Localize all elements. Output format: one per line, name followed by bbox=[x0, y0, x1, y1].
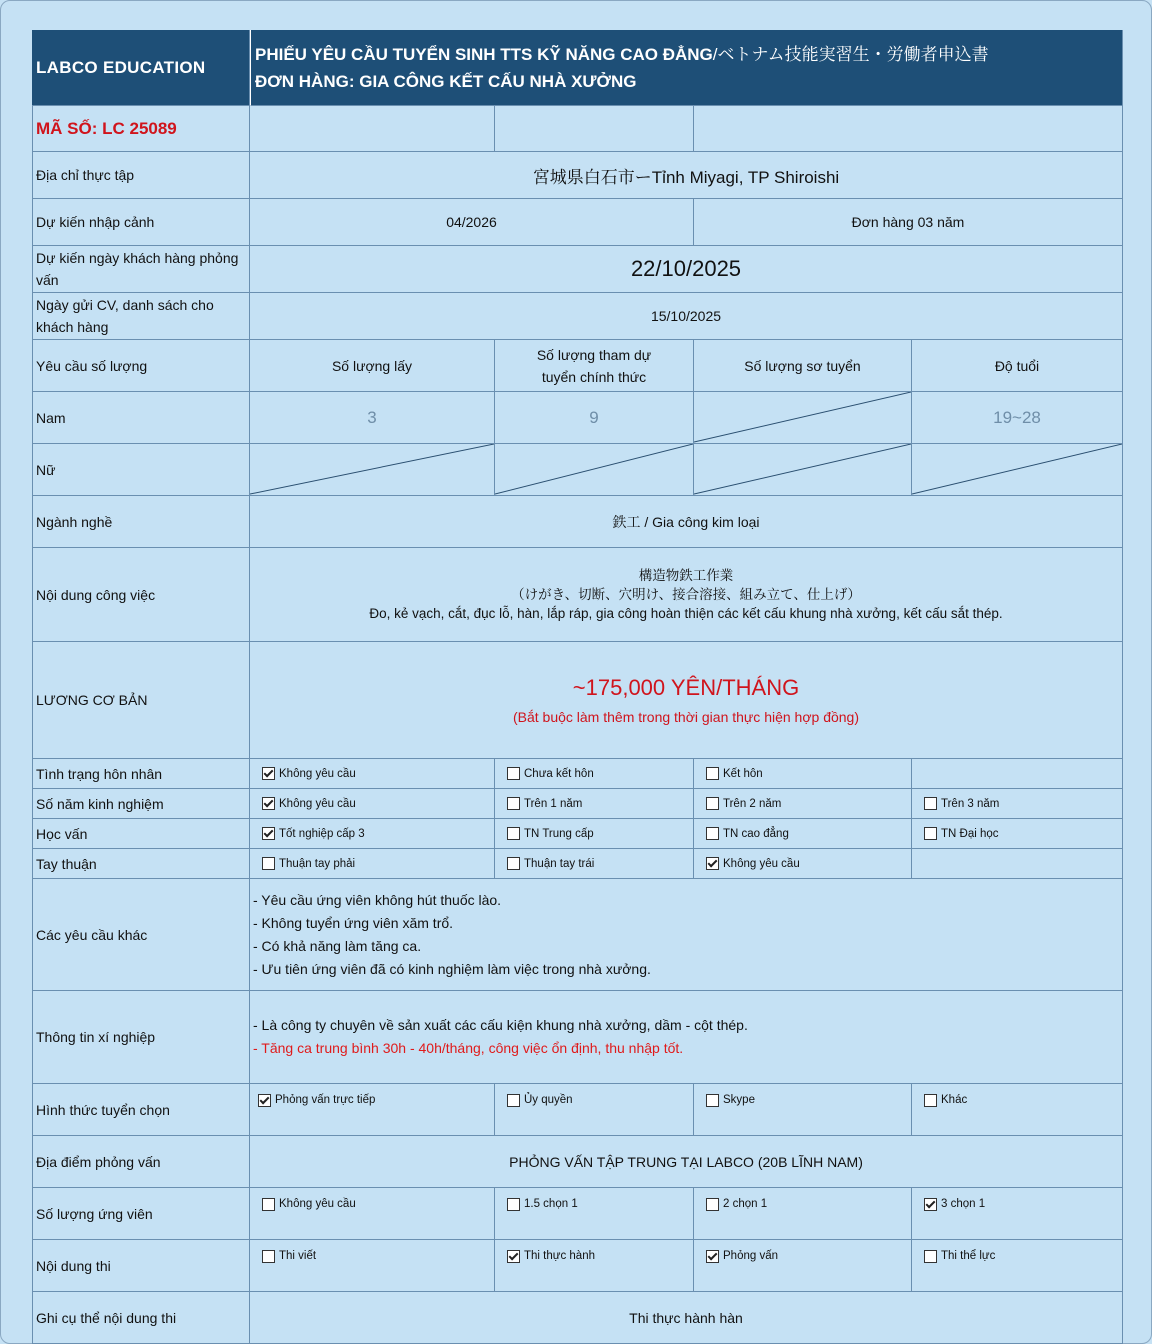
marital-option[interactable] bbox=[694, 759, 912, 789]
option-label: Skype bbox=[723, 1094, 755, 1106]
checkbox-checked-icon bbox=[262, 797, 275, 810]
exam-option[interactable] bbox=[694, 1240, 912, 1292]
checkbox-icon bbox=[706, 1094, 719, 1107]
location-label: Địa điểm phỏng vấn bbox=[32, 1136, 250, 1188]
option-label: Thi thực hành bbox=[524, 1250, 595, 1262]
cv-date-value: 15/10/2025 bbox=[250, 293, 1123, 340]
candidates-option[interactable] bbox=[250, 1188, 495, 1240]
quantity-prelim-header: Số lượng sơ tuyển bbox=[694, 340, 912, 392]
selection-option[interactable] bbox=[912, 1084, 1123, 1136]
title-line bbox=[255, 41, 989, 68]
quantity-label: Yêu cầu số lượng bbox=[32, 340, 250, 392]
selection-label: Hình thức tuyển chọn bbox=[32, 1084, 250, 1136]
checkbox-icon bbox=[706, 767, 719, 780]
checkbox-checked-icon bbox=[507, 1250, 520, 1263]
option-label: 3 chọn 1 bbox=[941, 1198, 986, 1210]
option-label: Kết hôn bbox=[723, 767, 763, 780]
female-prelim-empty bbox=[694, 444, 912, 496]
requirement-line: - Không tuyển ứng viên xăm trổ. bbox=[253, 914, 454, 931]
checkbox-icon bbox=[507, 1198, 520, 1211]
selection-option[interactable] bbox=[495, 1084, 694, 1136]
education-option[interactable] bbox=[694, 819, 912, 849]
empty-cell bbox=[495, 106, 694, 152]
checkbox-icon bbox=[924, 797, 937, 810]
exam-detail-label: Ghi cụ thể nội dung thi bbox=[32, 1292, 250, 1344]
experience-option[interactable] bbox=[495, 789, 694, 819]
company-name-text: LABCO EDUCATION bbox=[36, 57, 206, 77]
option-label: Không yêu cầu bbox=[723, 857, 800, 870]
entry-label: Dự kiến nhập cảnh bbox=[32, 199, 250, 246]
quantity-attend-header: Số lượng tham dự tuyển chính thức bbox=[495, 340, 694, 392]
empty-cell bbox=[912, 849, 1123, 879]
option-label: Ủy quyền bbox=[524, 1094, 573, 1106]
option-label: TN Đại học bbox=[941, 827, 999, 840]
marital-label: Tình trạng hôn nhân bbox=[32, 759, 250, 789]
order-code: MÃ SỐ: LC 25089 bbox=[32, 106, 250, 152]
industry-label: Ngành nghề bbox=[32, 496, 250, 548]
job-line-jp: 構造物鉄工作業 bbox=[638, 568, 734, 583]
checkbox-icon bbox=[706, 827, 719, 840]
female-age-empty bbox=[912, 444, 1123, 496]
experience-option[interactable] bbox=[694, 789, 912, 819]
option-label: Thuận tay phải bbox=[279, 857, 356, 870]
exam-detail-value: Thi thực hành hàn bbox=[250, 1292, 1123, 1344]
option-label: Khác bbox=[941, 1094, 968, 1106]
female-attend-empty bbox=[495, 444, 694, 496]
checkbox-checked-icon bbox=[706, 857, 719, 870]
empty-cell bbox=[694, 106, 1123, 152]
company-info bbox=[250, 991, 1123, 1084]
experience-option[interactable] bbox=[250, 789, 495, 819]
option-label: Không yêu cầu bbox=[279, 1198, 356, 1210]
requirement-line: - Ưu tiên ứng viên đã có kinh nghiệm làm việc trong nhà xưởng. bbox=[253, 960, 651, 977]
hand-option[interactable] bbox=[694, 849, 912, 879]
education-option[interactable] bbox=[495, 819, 694, 849]
option-label: Thuận tay trái bbox=[524, 857, 595, 870]
option-label: Thi viết bbox=[279, 1250, 317, 1262]
job-content bbox=[250, 548, 1123, 642]
experience-option[interactable] bbox=[912, 789, 1123, 819]
company-info-line: - Là công ty chuyên về sản xuất các cấu kiện khung nhà xưởng, dầm - cột thép. bbox=[253, 1017, 748, 1033]
option-label: Không yêu cầu bbox=[279, 767, 356, 780]
selection-option[interactable] bbox=[694, 1084, 912, 1136]
salary-note: (Bắt buộc làm thêm trong thời gian thực hiện hợp đồng) bbox=[512, 709, 860, 725]
job-label: Nội dung công việc bbox=[32, 548, 250, 642]
male-label: Nam bbox=[32, 392, 250, 444]
checkbox-icon bbox=[924, 1094, 937, 1107]
option-label: TN cao đẳng bbox=[723, 827, 789, 840]
exam-option[interactable] bbox=[495, 1240, 694, 1292]
checkbox-icon bbox=[262, 857, 275, 870]
option-label: Trên 1 năm bbox=[524, 797, 583, 810]
option-label: Tốt nghiệp cấp 3 bbox=[279, 827, 365, 840]
address-label: Địa chỉ thực tập bbox=[32, 152, 250, 199]
male-age: 19~28 bbox=[912, 392, 1123, 444]
option-label: Trên 2 năm bbox=[723, 797, 782, 810]
job-line-tasks-jp: （けがき、切断、穴明け、接合溶接、組み立て、仕上げ） bbox=[511, 587, 861, 602]
checkbox-checked-icon bbox=[262, 767, 275, 780]
checkbox-icon bbox=[924, 827, 937, 840]
other-requirements bbox=[250, 879, 1123, 991]
marital-option[interactable] bbox=[495, 759, 694, 789]
education-option[interactable] bbox=[912, 819, 1123, 849]
checkbox-icon bbox=[706, 1198, 719, 1211]
title-jp: /ベトナム技能実習生・労働者申込書 bbox=[712, 44, 989, 64]
option-label: Không yêu cầu bbox=[279, 797, 356, 810]
salary-cell bbox=[250, 642, 1123, 759]
entry-date: 04/2026 bbox=[250, 199, 694, 246]
hand-option[interactable] bbox=[495, 849, 694, 879]
checkbox-checked-icon bbox=[258, 1094, 271, 1107]
empty-cell bbox=[250, 106, 495, 152]
cv-date-label: Ngày gửi CV, danh sách cho khách hàng bbox=[32, 293, 250, 340]
industry-value: 鉄工 / Gia công kim loại bbox=[250, 496, 1123, 548]
address-value: 宮城県白石市ーTỉnh Miyagi, TP Shiroishi bbox=[250, 152, 1123, 199]
checkbox-checked-icon bbox=[924, 1198, 937, 1211]
male-attend: 9 bbox=[495, 392, 694, 444]
checkbox-checked-icon bbox=[706, 1250, 719, 1263]
recruitment-form bbox=[32, 30, 1123, 1344]
location-value: PHỎNG VẤN TẬP TRUNG TẠI LABCO (20B LĨNH NAM) bbox=[250, 1136, 1123, 1188]
exam-label: Nội dung thi bbox=[32, 1240, 250, 1292]
checkbox-icon bbox=[507, 857, 520, 870]
hand-label: Tay thuận bbox=[32, 849, 250, 879]
salary-value: ~175,000 YÊN/THÁNG bbox=[572, 675, 800, 700]
checkbox-icon bbox=[262, 1250, 275, 1263]
education-label: Học vấn bbox=[32, 819, 250, 849]
option-label: Thi thể lực bbox=[941, 1250, 996, 1262]
option-label: Phỏng vấn trực tiếp bbox=[275, 1094, 376, 1106]
diagonal-line bbox=[694, 444, 911, 495]
option-label: TN Trung cấp bbox=[524, 827, 594, 840]
checkbox-checked-icon bbox=[262, 827, 275, 840]
male-take: 3 bbox=[250, 392, 495, 444]
checkbox-icon bbox=[924, 1250, 937, 1263]
female-label: Nữ bbox=[32, 444, 250, 496]
form-title bbox=[250, 30, 1123, 106]
age-header: Độ tuổi bbox=[912, 340, 1123, 392]
candidates-option[interactable] bbox=[912, 1188, 1123, 1240]
option-label: 2 chọn 1 bbox=[723, 1198, 768, 1210]
requirement-line: - Yêu cầu ứng viên không hút thuốc lào. bbox=[253, 891, 502, 908]
candidates-option[interactable] bbox=[495, 1188, 694, 1240]
selection-option[interactable] bbox=[250, 1084, 495, 1136]
diagonal-line bbox=[250, 444, 494, 495]
hand-option[interactable] bbox=[250, 849, 495, 879]
option-label: Phỏng vấn bbox=[723, 1250, 778, 1262]
interview-date-label: Dự kiến ngày khách hàng phỏng vấn bbox=[32, 246, 250, 293]
diagonal-line bbox=[912, 444, 1122, 495]
company-info-label: Thông tin xí nghiệp bbox=[32, 991, 250, 1084]
diagonal-line bbox=[495, 444, 693, 495]
quantity-take-header: Số lượng lấy bbox=[250, 340, 495, 392]
option-label: Chưa kết hôn bbox=[524, 767, 594, 780]
job-line-vi: Đo, kẻ vạch, cắt, đục lỗ, hàn, lắp ráp, gia công hoàn thiện các kết cấu khung nhà xưởng, kết cấu sắt thép. bbox=[369, 606, 1003, 621]
company-info-overtime: - Tăng ca trung bình 30h - 40h/tháng, công việc ổn định, thu nhập tốt. bbox=[253, 1040, 684, 1056]
male-prelim-empty bbox=[694, 392, 912, 444]
female-take-empty bbox=[250, 444, 495, 496]
marital-option[interactable] bbox=[250, 759, 495, 789]
salary-label: LƯƠNG CƠ BẢN bbox=[32, 642, 250, 759]
candidates-option[interactable] bbox=[694, 1188, 912, 1240]
other-label: Các yêu cầu khác bbox=[32, 879, 250, 991]
diagonal-line bbox=[694, 392, 911, 443]
exam-option[interactable] bbox=[250, 1240, 495, 1292]
order-title: ĐƠN HÀNG: GIA CÔNG KẾT CẤU NHÀ XƯỞNG bbox=[255, 71, 637, 91]
checkbox-icon bbox=[262, 1198, 275, 1211]
checkbox-icon bbox=[706, 797, 719, 810]
education-option[interactable] bbox=[250, 819, 495, 849]
entry-term: Đơn hàng 03 năm bbox=[694, 199, 1123, 246]
interview-date-value: 22/10/2025 bbox=[250, 246, 1123, 293]
option-label: 1.5 chọn 1 bbox=[524, 1198, 578, 1210]
company-name bbox=[32, 30, 250, 106]
checkbox-icon bbox=[507, 827, 520, 840]
checkbox-icon bbox=[507, 797, 520, 810]
exam-option[interactable] bbox=[912, 1240, 1123, 1292]
checkbox-icon bbox=[507, 767, 520, 780]
requirement-line: - Có khả năng làm tăng ca. bbox=[253, 937, 422, 954]
experience-label: Số năm kinh nghiệm bbox=[32, 789, 250, 819]
candidates-label: Số lượng ứng viên bbox=[32, 1188, 250, 1240]
checkbox-icon bbox=[507, 1094, 520, 1107]
option-label: Trên 3 năm bbox=[941, 797, 1000, 810]
title-vi: PHIẾU YÊU CẦU TUYỂN SINH TTS KỸ NĂNG CAO ĐẲNG bbox=[255, 44, 713, 64]
empty-cell bbox=[912, 759, 1123, 789]
